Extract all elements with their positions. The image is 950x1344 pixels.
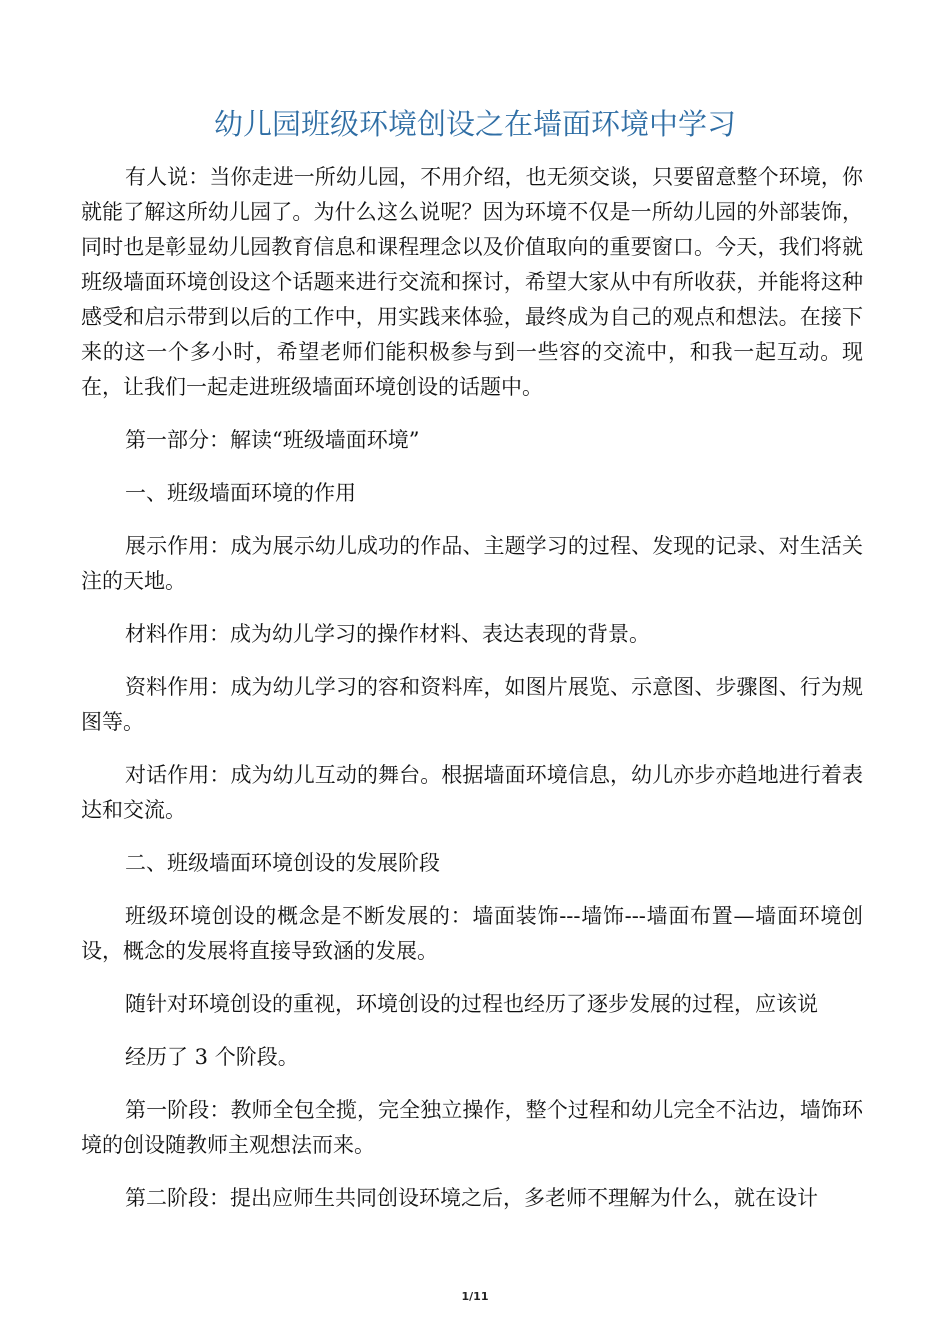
paragraph-three-stages: 经历了 3 个阶段。 — [125, 1045, 299, 1069]
paragraph-concept-development: 班级环境创设的概念是不断发展的：墙面装饰---墙饰---墙面布置—墙面环境创设，概念的发展将直接导致涵的发展。 — [81, 904, 863, 963]
paragraph-process-development: 随针对环境创设的重视，环境创设的过程也经历了逐步发展的过程，应该说 — [125, 992, 818, 1016]
paragraph-section-two-heading: 二、班级墙面环境创设的发展阶段 — [125, 851, 440, 875]
paragraph-intro: 有人说：当你走进一所幼儿园，不用介绍，也无须交谈，只要留意整个环境，你就能了解这所幼儿园了。为什么这么说呢？因为环境不仅是一所幼儿园的外部装饰，同时也是彰显幼儿园教育信息和课程理念以及价值取向的重要窗口。今天，我们将就班级墙面环境创设这个话题来进行交流和探讨，希望大家从中有所收获，并能将这种感受和启示带到以后的工作中，用实践来体验，最终成为自己的观点和想法。在接下来的这一个多小时，希望老师们能积极参与到一些容的交流中，和我一起互动。现在，让我们一起走进班级墙面环境创设的话题中。 — [81, 165, 863, 399]
paragraph-material-function: 材料作用：成为幼儿学习的操作材料、表达表现的背景。 — [125, 622, 650, 646]
paragraph-dialogue-function: 对话作用：成为幼儿互动的舞台。根据墙面环境信息，幼儿亦步亦趋地进行着表达和交流。 — [81, 763, 863, 822]
paragraph-section-one-heading: 一、班级墙面环境的作用 — [125, 481, 356, 505]
document-title: 幼儿园班级环境创设之在墙面环境中学习 — [213, 107, 736, 141]
paragraph-part-one-heading: 第一部分：解读“班级墙面环境” — [125, 428, 420, 452]
document-body — [81, 160, 863, 1234]
paragraph-display-function: 展示作用：成为展示幼儿成功的作品、主题学习的过程、发现的记录、对生活关注的天地。 — [81, 534, 863, 593]
paragraph-stage-two: 第二阶段：提出应师生共同创设环境之后，多老师不理解为什么，就在设计 — [125, 1186, 818, 1210]
page-number: 1/11 — [461, 1290, 489, 1303]
paragraph-stage-one: 第一阶段：教师全包全揽，完全独立操作，整个过程和幼儿完全不沾边，墙饰环境的创设随教师主观想法而来。 — [81, 1098, 863, 1157]
paragraph-resource-function: 资料作用：成为幼儿学习的容和资料库，如图片展览、示意图、步骤图、行为规图等。 — [81, 675, 863, 734]
